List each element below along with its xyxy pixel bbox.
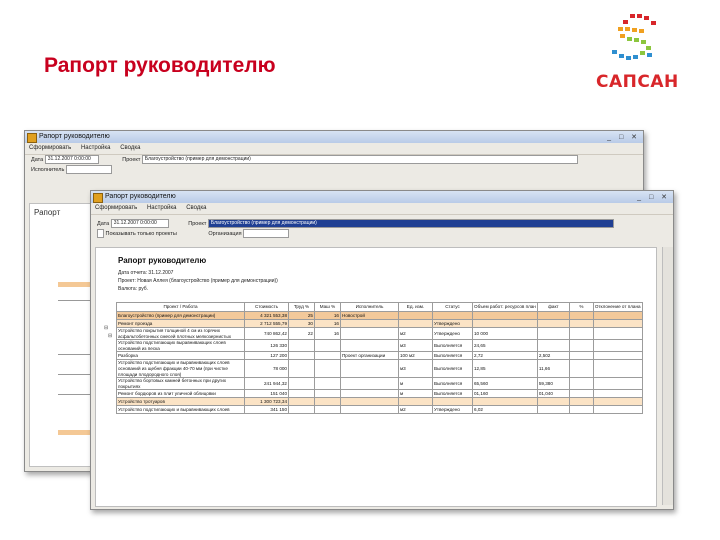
col-header[interactable]: Ед. изм.	[399, 303, 433, 312]
table-row[interactable]	[117, 340, 643, 352]
exec-label: Исполнитель	[31, 167, 65, 173]
summary-button[interactable]: Сводка	[186, 205, 207, 211]
table-cell	[341, 398, 399, 406]
table-cell	[569, 328, 593, 340]
table-cell	[315, 340, 341, 352]
date-field[interactable]: 31.12.2007 0:00:00	[111, 219, 169, 228]
table-cell	[315, 398, 341, 406]
param-row-exec	[25, 165, 643, 175]
col-header[interactable]: Проект / Работа	[117, 303, 245, 312]
table-cell: Благоустройство (пример для демонстрации)	[117, 312, 245, 320]
table-cell: 24,65	[473, 340, 538, 352]
table-cell: 25	[289, 312, 315, 320]
table-cell	[593, 390, 642, 398]
slide-title: Рапорт руководителю	[44, 54, 276, 77]
table-cell: 11,66	[537, 360, 569, 378]
table-cell: 126 330	[245, 340, 289, 352]
table-row[interactable]	[117, 398, 643, 406]
table-cell	[537, 340, 569, 352]
col-header[interactable]: Отклонение от плана	[593, 303, 642, 312]
table-cell	[433, 312, 473, 320]
table-cell	[399, 398, 433, 406]
table-cell	[593, 340, 642, 352]
table-row[interactable]	[117, 352, 643, 360]
table-row[interactable]	[117, 390, 643, 398]
col-header[interactable]: %	[569, 303, 593, 312]
only-projects-checkbox[interactable]	[97, 229, 104, 238]
date-field[interactable]: 31.12.2007 0:00:00	[45, 155, 99, 164]
col-header[interactable]: Объем работ: ресурсов план	[473, 303, 538, 312]
table-cell	[341, 378, 399, 390]
table-cell	[341, 340, 399, 352]
table-cell	[569, 320, 593, 328]
report-table	[116, 302, 643, 414]
table-cell: Новострой	[341, 312, 399, 320]
report-table-body	[117, 312, 643, 414]
table-cell	[289, 360, 315, 378]
param-row-date	[91, 219, 673, 229]
table-cell: Утверждено	[433, 406, 473, 414]
row-line	[58, 394, 94, 395]
table-cell: Выполняется	[433, 340, 473, 352]
table-cell: м	[399, 390, 433, 398]
table-cell: м2	[399, 328, 433, 340]
org-label: Организация	[208, 231, 242, 237]
table-cell: 65,560	[473, 378, 538, 390]
col-header[interactable]: факт	[537, 303, 569, 312]
table-cell: 16	[315, 312, 341, 320]
table-cell: 127 200	[245, 352, 289, 360]
project-label: Проект	[122, 157, 141, 163]
table-cell: Утверждено	[433, 320, 473, 328]
settings-button[interactable]: Настройка	[80, 145, 111, 151]
table-row[interactable]	[117, 360, 643, 378]
table-cell: 4 321 553,38	[245, 312, 289, 320]
table-cell	[341, 406, 399, 414]
table-cell: Утверждено	[433, 328, 473, 340]
table-cell	[593, 406, 642, 414]
table-cell	[315, 406, 341, 414]
table-cell	[289, 352, 315, 360]
table-cell: 100 м2	[399, 352, 433, 360]
table-cell: 2 712 555,79	[245, 320, 289, 328]
table-cell: 341 150	[245, 406, 289, 414]
toolbar	[91, 203, 673, 215]
table-cell	[289, 398, 315, 406]
window-controls[interactable]: _ □ ✕	[607, 134, 640, 141]
table-cell	[341, 320, 399, 328]
table-cell	[593, 352, 642, 360]
table-cell: Ремонт бордюров из плит уличной облицовки	[117, 390, 245, 398]
table-cell: 78 000	[245, 360, 289, 378]
table-cell: 2,72	[473, 352, 538, 360]
window-app-icon	[93, 193, 103, 203]
date-label: Дата	[97, 221, 110, 227]
settings-button[interactable]: Настройка	[146, 205, 177, 211]
table-cell: 59,380	[537, 378, 569, 390]
table-cell: Устройство бортовых камней бетонных при других покрытиях	[117, 378, 245, 390]
table-cell: Разборка	[117, 352, 245, 360]
table-cell	[341, 360, 399, 378]
window-titlebar[interactable]	[91, 191, 673, 203]
table-cell: 01,160	[473, 390, 538, 398]
tree-toggle-icon[interactable]: ⊟	[108, 333, 113, 339]
table-cell	[593, 312, 642, 320]
table-cell	[569, 398, 593, 406]
project-field[interactable]: Благоустройство (пример для демонстрации)	[208, 219, 614, 228]
report-title: Рапорт руководителю	[118, 256, 207, 265]
window-controls[interactable]: _ □ ✕	[637, 194, 670, 201]
col-header[interactable]: Исполнитель	[341, 303, 399, 312]
report-window-front[interactable]	[90, 190, 674, 510]
tree-toggle-icon[interactable]: ⊟	[104, 325, 109, 331]
project-label: Проект	[188, 221, 207, 227]
table-cell	[593, 360, 642, 378]
table-row[interactable]	[117, 378, 643, 390]
table-row[interactable]	[117, 312, 643, 320]
row-highlight	[58, 282, 94, 287]
table-cell	[537, 320, 569, 328]
row-line	[58, 300, 94, 301]
table-cell: Выполняется	[433, 352, 473, 360]
table-cell	[315, 390, 341, 398]
table-cell	[593, 398, 642, 406]
table-cell: 6,02	[473, 406, 538, 414]
report-sheet[interactable]	[95, 247, 657, 507]
logo-text: САПСАН	[596, 72, 679, 92]
table-cell: Ремонт проезда	[117, 320, 245, 328]
table-cell: м3	[399, 340, 433, 352]
table-cell: Устройство подстилающих и выравнивающих слоев оснований из щебня фракции 40-70 мм (при чистке площади плодородного слоя)	[117, 360, 245, 378]
table-cell: Устройство подстилающих выравнивающих слоев оснований из песка	[117, 340, 245, 352]
toolbar	[25, 143, 643, 155]
row-line	[58, 374, 94, 375]
table-cell	[537, 328, 569, 340]
table-cell	[569, 390, 593, 398]
table-row[interactable]	[117, 320, 643, 328]
table-cell	[289, 378, 315, 390]
table-header-row	[117, 303, 643, 312]
table-cell	[341, 390, 399, 398]
table-cell	[569, 378, 593, 390]
exec-field[interactable]	[66, 165, 112, 174]
table-cell: Устройство тротуаров	[117, 398, 245, 406]
window-title: Рапорт руководителю	[105, 193, 176, 200]
col-header[interactable]: Стоимость	[245, 303, 289, 312]
report-area-back[interactable]	[29, 203, 97, 467]
table-cell	[341, 328, 399, 340]
table-cell	[569, 406, 593, 414]
table-cell: 151 040	[245, 390, 289, 398]
window-app-icon	[27, 133, 37, 143]
table-cell	[289, 406, 315, 414]
window-title: Рапорт руководителю	[39, 133, 110, 140]
report-meta-date: Дата отчета: 31.12.2007	[118, 270, 174, 276]
table-cell	[593, 328, 642, 340]
table-cell: 16	[315, 328, 341, 340]
table-cell	[433, 398, 473, 406]
vertical-scrollbar[interactable]	[662, 247, 673, 505]
report-meta-project: Проект: Новая Аллея (благоустройство (пример для демонстрации))	[118, 278, 278, 284]
table-cell: 22	[289, 328, 315, 340]
generate-button[interactable]: Сформировать	[29, 145, 72, 151]
table-cell	[289, 340, 315, 352]
table-cell: Устройство подстилающих и выравнивающих слоев	[117, 406, 245, 414]
table-cell: м	[399, 378, 433, 390]
col-header[interactable]: Труд %	[289, 303, 315, 312]
table-cell	[537, 312, 569, 320]
table-cell	[473, 312, 538, 320]
table-cell	[537, 406, 569, 414]
logo-dots-icon	[596, 10, 676, 72]
table-row[interactable]	[117, 406, 643, 414]
table-cell	[473, 320, 538, 328]
table-cell: 740 862,42	[245, 328, 289, 340]
generate-button[interactable]: Сформировать	[95, 205, 138, 211]
window-titlebar[interactable]	[25, 131, 643, 143]
sapsan-logo	[596, 10, 679, 100]
table-cell: 241 944,32	[245, 378, 289, 390]
table-cell: 1 300 723,34	[245, 398, 289, 406]
param-row-options	[91, 229, 673, 239]
table-cell	[569, 352, 593, 360]
param-row-date	[25, 155, 643, 165]
row-highlight	[58, 430, 94, 435]
table-cell: Проект организации	[341, 352, 399, 360]
project-field[interactable]: Благоустройство (пример для демонстрации)	[142, 155, 578, 164]
table-cell	[569, 312, 593, 320]
table-cell	[593, 378, 642, 390]
report-meta-currency: Валюта: руб.	[118, 286, 148, 292]
row-line	[58, 354, 94, 355]
table-cell: 30	[289, 320, 315, 328]
col-header[interactable]: Маш %	[315, 303, 341, 312]
table-cell	[569, 340, 593, 352]
table-cell: Выполняется	[433, 360, 473, 378]
table-cell	[537, 398, 569, 406]
table-cell	[315, 378, 341, 390]
table-cell: 12,85	[473, 360, 538, 378]
table-cell	[569, 360, 593, 378]
table-cell: м3	[399, 360, 433, 378]
table-cell: 01,040	[537, 390, 569, 398]
only-projects-label: Показывать только проекты	[105, 231, 177, 237]
table-cell: 2,502	[537, 352, 569, 360]
table-cell	[289, 390, 315, 398]
table-cell: м2	[399, 406, 433, 414]
table-cell: 10 000	[473, 328, 538, 340]
table-cell: Выполняется	[433, 378, 473, 390]
table-cell: 16	[315, 320, 341, 328]
date-label: Дата	[31, 157, 44, 163]
table-cell: Выполняется	[433, 390, 473, 398]
table-row[interactable]	[117, 328, 643, 340]
table-cell: Устройство покрытия толщиной 4 см из горячих асфальтобетонных смесей плотных мелкозернистых	[117, 328, 245, 340]
col-header[interactable]: Статус	[433, 303, 473, 312]
org-field[interactable]	[243, 229, 289, 238]
table-cell	[593, 320, 642, 328]
summary-button[interactable]: Сводка	[120, 145, 141, 151]
table-cell	[315, 360, 341, 378]
table-cell	[473, 398, 538, 406]
table-cell	[399, 312, 433, 320]
report-label: Рапорт	[34, 208, 61, 217]
table-cell	[315, 352, 341, 360]
table-cell	[399, 320, 433, 328]
